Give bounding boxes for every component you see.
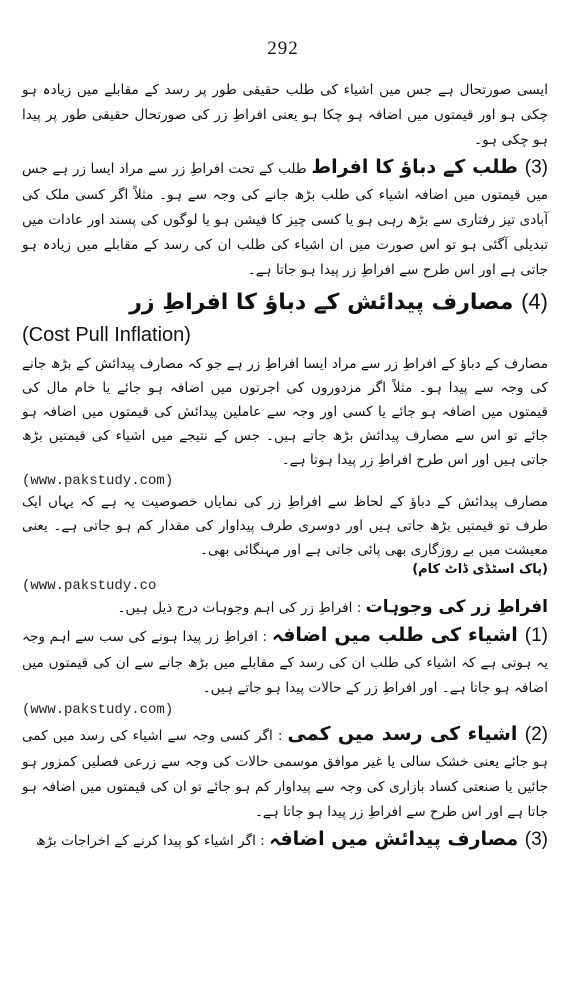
cause-2-paragraph <box>22 719 548 824</box>
watermark-url-3: (www.pakstudy.com) <box>22 701 174 718</box>
intro-paragraph: ایسی صورتحال ہے جس میں اشیاء کی طلب حقیقی طور پر رسد کے مقابلے میں زیادہ ہو چکی ہو اور قیمتوں میں اضافہ ہو چکا ہو یعنی افراطِ زر کی صورتحال حقیقی طور پر پیدا ہو چکی ہو۔ <box>22 82 548 148</box>
cause-2-number: (2) <box>524 723 548 745</box>
causes-heading: افراطِ زر کی وجوہات <box>365 596 548 617</box>
section-3-heading <box>311 156 548 178</box>
section-4-body-1: مصارف کے دباؤ کے افراطِ زر سے مراد ایسا افراطِ زر ہے جو کہ مصارف پیدائش کے بڑھ جانے کی وجہ سے پیدا ہو۔ مثلاً اگر مزدوروں کی اجرتوں میں اضافہ ہو جائے یا خام مال کی قیمتوں میں اضافہ ہو جائے یا کسی اور وجہ سے عاملین پیدائش کی قیمتوں میں اضافہ ہو جائے تو اس سے مصارف پیدائش بڑھ جاتے ہیں۔ جس کے نتیجے میں اشیاء کی قیمتیں بڑھ جاتی ہیں اور اس طرح افراطِ زر پیدا ہوتا ہے۔ <box>22 355 548 468</box>
cause-3-heading <box>269 828 548 850</box>
cause-1-title: اشیاء کی طلب میں اضافہ <box>271 624 518 647</box>
text-column <box>22 78 548 855</box>
cause-2-title: اشیاء کی رسد میں کمی <box>287 722 518 745</box>
cause-2-body: : اگر کسی وجہ سے اشیاء کی رسد میں کمی ہو جائے یعنی خشک سالی یا غیر موافق موسمی حالات کی وجہ سے زرعی فصلیں کمزور ہو جائیں یا صنعتی کساد بازاری کی وجہ سے پیداوار کم ہو جائے تو ان کی قیمتوں میں اضافہ ہو جاتا ہے اور اس طرح سے افراطِ زر پیدا ہو جاتا ہے۔ <box>22 727 548 820</box>
cause-2-heading <box>288 723 548 745</box>
watermark-url-1: (www.pakstudy.com) <box>22 472 174 489</box>
watermark-url-2: (www.pakstudy.co <box>22 577 157 594</box>
cause-3-title: مصارف پیدائش میں اضافہ <box>269 828 519 851</box>
cause-3-paragraph <box>22 824 548 855</box>
cause-3-number: (3) <box>524 829 548 851</box>
section-4-english-title: (Cost Pull Inflation) <box>22 323 191 346</box>
section-4-number: (4) <box>521 288 548 314</box>
cause-1-body: : افراطِ زر پیدا ہونے کی سب سے اہم وجہ یہ ہوتی ہے کہ اشیاء کی طلب ان کی رسد کے مقابلے میں بڑھ جانے سے ان کی قیمتوں میں اضافہ ہو جاتا ہے۔ اور افراطِ زر کے حالات پیدا ہو جاتے ہیں۔ <box>22 629 548 697</box>
cause-3-body: : اگر اشیاء کو پیدا کرنے کے اخراجات بڑھ <box>36 833 265 850</box>
cause-1-paragraph <box>22 620 548 701</box>
section-4-title: مصارف پیدائش کے دباؤ کا افراطِ زر <box>129 289 514 315</box>
cause-1-number: (1) <box>524 625 548 647</box>
section-4-body-2: مصارف پیدائش کے دباؤ کے لحاظ سے افراطِ زر کی نمایاں خصوصیت یہ ہے کہ یہاں ایک طرف تو قیمتیں بڑھ جاتی ہیں اور دوسری طرف پیداوار کی مقدار کم ہو جاتی ہے۔ یعنی معیشت میں بے روزگاری بھی پائی جاتی ہے اور مہنگائی بھی۔ <box>22 493 548 558</box>
section-3-paragraph <box>22 152 548 282</box>
causes-lead: : افراطِ زر کی اہم وجوہات درج ذیل ہیں۔ <box>117 599 362 616</box>
causes-paragraph <box>22 595 548 621</box>
urdu-watermark: (پاک اسٹڈی ڈاٹ کام) <box>412 561 548 577</box>
cause-1-heading <box>272 624 548 646</box>
section-3-number: (3) <box>524 157 548 179</box>
section-4-heading <box>22 285 548 320</box>
section-3-title: طلب کے دباؤ کا افراط <box>311 156 518 179</box>
section-3-body: طلب کے تحت افراطِ زر سے مراد ایسا زر ہے جس میں قیمتوں میں اضافہ اشیاء کی طلب بڑھ جانے کی وجہ سے ہو۔ مثلاً اگر کسی ملک کی آبادی تیز رفتاری سے بڑھ رہی ہو یا کسی چیز کا فیشن ہو یا لوگوں کی پسند اور عادات میں تبدیلی آگئی ہو تو اس صورت میں ان اشیاء کی طلب ان کی رسد کے مقابلے میں زیادہ ہو جاتی ہے اور اس طرح سے افراطِ زر پیدا ہو جاتا ہے۔ <box>22 161 548 278</box>
page-number: 292 <box>267 38 299 59</box>
